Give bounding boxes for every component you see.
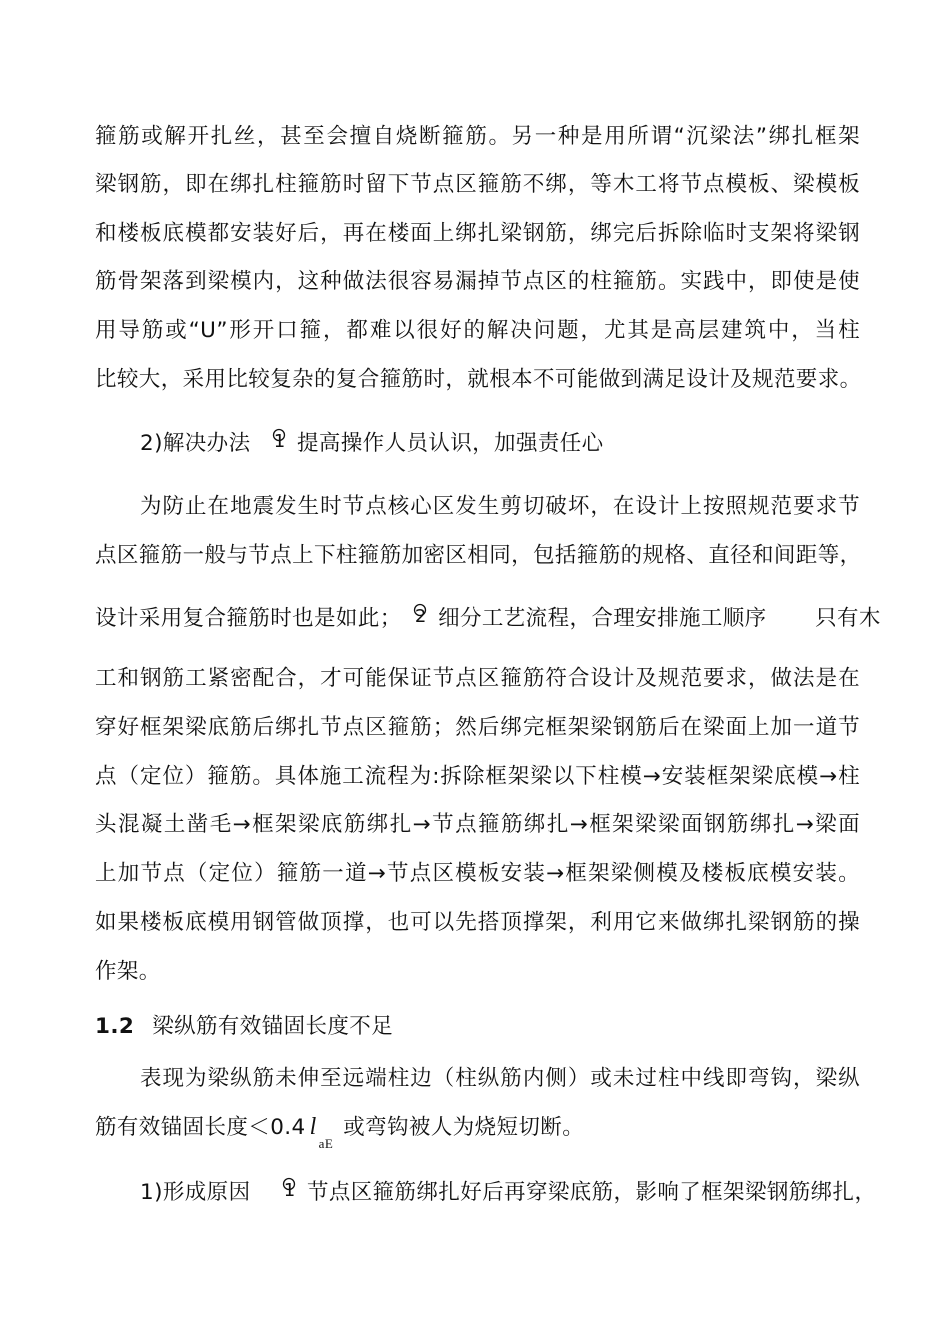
text-line: 梁钢筋，即在绑扎柱箍筋时留下节点区箍筋不绑，等木工将节点模板、梁模板 (95, 172, 860, 197)
text-line: 和楼板底模都安装好后，再在楼面上绑扎梁钢筋，绑完后拆除临时支架将梁钢 (95, 221, 860, 246)
cause-prefix: 1)形成原因 (140, 1180, 251, 1205)
formula-before: 筋有效锚固长度＜0.4 (95, 1115, 306, 1140)
text-line: 上加节点（定位）箍筋一道→节点区模板安装→框架梁侧模及楼板底模安装。 (95, 861, 860, 886)
design-mid: 细分工艺流程，合理安排施工顺序 (438, 606, 767, 631)
text-line: 作架。 (95, 959, 161, 984)
circled-number-marker: 2 (414, 606, 427, 627)
text-line: 点（定位）箍筋。具体施工流程为:拆除框架梁以下柱模→安装框架梁底模→柱 (95, 764, 860, 789)
text-line: 点区箍筋一般与节点上下柱箍筋加密区相同，包括箍筋的规格、直径和间距等， (95, 543, 862, 568)
formula-symbol: l (309, 1114, 317, 1140)
solution-text: 提高操作人员认识，加强责任心 (296, 431, 604, 456)
text-line: 如果楼板底模用钢管做顶撑，也可以先搭顶撑架，利用它来做绑扎梁钢筋的操 (95, 910, 860, 935)
text-line: 为防止在地震发生时节点核心区发生剪切破坏，在设计上按照规范要求节 (140, 494, 860, 519)
circled-number-marker: 1 (273, 431, 286, 452)
text-line: 工和钢筋工紧密配合，才可能保证节点区箍筋符合设计及规范要求，做法是在 (95, 666, 860, 691)
formula-subscript: aE (318, 1136, 334, 1151)
text-line: 表现为梁纵筋未伸至远端柱边（柱纵筋内侧）或未过柱中线即弯钩，梁纵 (140, 1066, 860, 1091)
text-line: 比较大，采用比较复杂的复合箍筋时，就根本不可能做到满足设计及规范要求。 (95, 367, 862, 392)
solution-line (140, 428, 860, 459)
text-line: 箍筋或解开扎丝，甚至会擅自烧断箍筋。另一种是用所谓“沉梁法”绑扎框架 (95, 124, 860, 149)
text-line: 穿好框架梁底筋后绑扎节点区箍筋；然后绑完框架梁钢筋后在梁面上加一道节 (95, 715, 860, 740)
section-title: 梁纵筋有效锚固长度不足 (152, 1014, 394, 1039)
formula-line (95, 1112, 860, 1151)
cause-line (140, 1177, 877, 1208)
text-line: 头混凝土凿毛→框架梁底筋绑扎→节点箍筋绑扎→框架梁梁面钢筋绑扎→梁面 (95, 812, 860, 837)
text-line: 筋骨架落到梁模内，这种做法很容易漏掉节点区的柱箍筋。实践中，即使是使 (95, 269, 860, 294)
text-line: 用导筋或“U”形开口箍，都难以很好的解决问题，尤其是高层建筑中，当柱 (95, 318, 860, 343)
formula-after: 或弯钩被人为烧短切断。 (343, 1115, 585, 1140)
design-before: 设计采用复合箍筋时也是如此； (95, 606, 402, 631)
design-after: 只有木 (815, 606, 881, 631)
cause-text: 节点区箍筋绑扎好后再穿梁底筋，影响了框架梁钢筋绑扎， (306, 1180, 877, 1205)
section-heading (95, 1012, 860, 1042)
section-number: 1.2 (95, 1014, 135, 1039)
solution-prefix: 2)解决办法 (140, 431, 251, 456)
design-line (95, 603, 881, 634)
circled-number-marker: 1 (283, 1180, 296, 1201)
